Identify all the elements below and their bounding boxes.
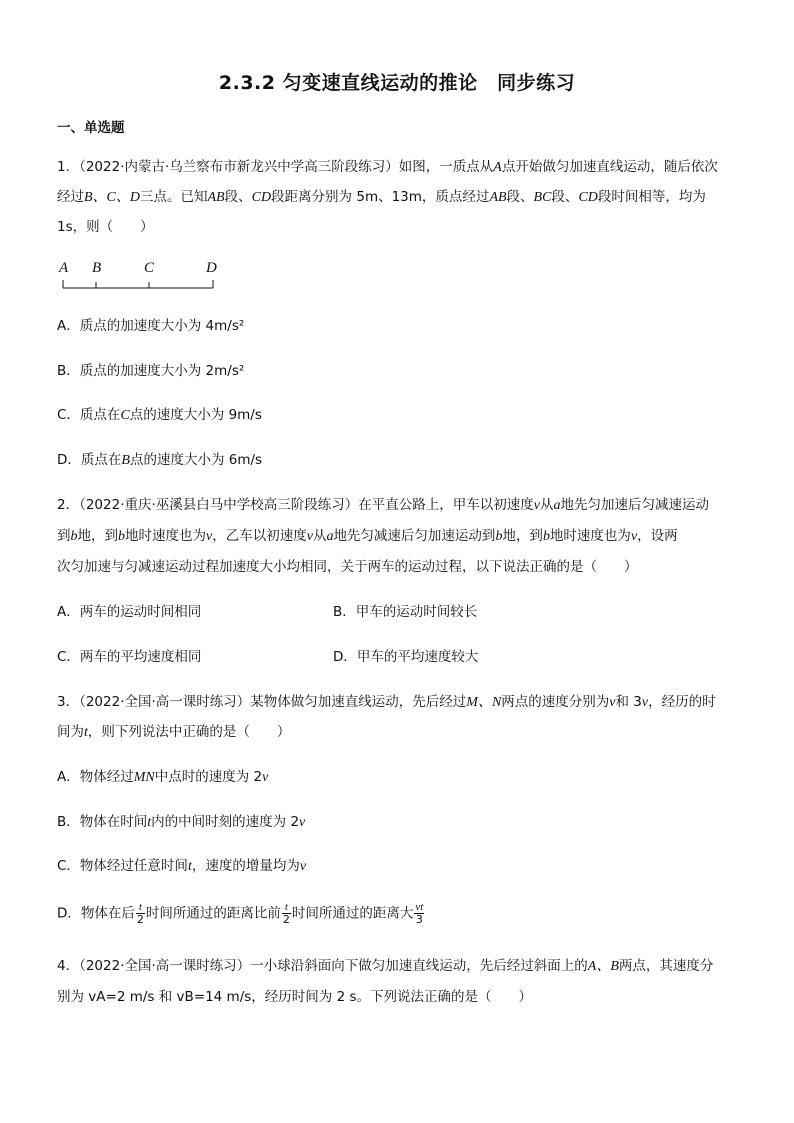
q2-line3: 次匀加速与匀减速运动过程加速度大小均相同，关于两车的运动过程，以下说法正确的是（ ） — [57, 559, 638, 575]
q3-option-d: D．物体在后 $\frac{t}{2}$ 时间所通过的距离比前 $\frac{t}{2}$ 时间所通过的距离大 $\frac{vt}{3}$ — [57, 901, 424, 926]
q3-option-c: C．物体经过任意时间t，速度的增量均为v — [57, 858, 307, 874]
q4-line1: 4．（2022·全国·高一课时练习）一小球沿斜面向下做匀加速直线运动，先后经过斜面上的A、B两点，其速度分 — [57, 958, 714, 974]
q2-option-d: D．甲车的平均速度较大 — [333, 649, 479, 665]
q3-line2: 间为t，则下列说法中正确的是（ ） — [57, 724, 291, 740]
q2-line1: 2．（2022·重庆·巫溪县白马中学校高三阶段练习）在平直公路上，甲车以初速度v从a地先匀加速后匀减速运动 — [57, 497, 709, 513]
q3-option-b: B．物体在时间t内的中间时刻的速度为 2v — [57, 814, 306, 830]
q1-line1: 1．（2022·内蒙古·乌兰察布市新龙兴中学高三阶段练习）如图，一质点从A点开始做匀加速直线运动，随后依次 — [57, 159, 718, 175]
q2-option-c: C．两车的平均速度相同 — [57, 649, 202, 665]
q3-option-a: A．物体经过MN中点时的速度为 2v — [57, 769, 269, 785]
q1-option-c: C．质点在C点的速度大小为 9m/s — [57, 407, 262, 423]
q1-line3: 1s，则（ ） — [57, 219, 154, 235]
segment-figure — [58, 278, 218, 292]
q2-line2: 到b地，到b地时速度也为v，乙车以初速度v从a地先匀减速后匀加速运动到b地，到b地时速度也为v，设两 — [57, 528, 678, 544]
page-title: 2.3.2 匀变速直线运动的推论 同步练习 — [218, 72, 576, 94]
q2-option-b: B．甲车的运动时间较长 — [333, 604, 478, 620]
section-heading: 一、单选题 — [57, 120, 125, 136]
figure-label-c: C — [144, 260, 155, 276]
figure-label-b: B — [92, 260, 102, 276]
q3-line1: 3．（2022·全国·高一课时练习）某物体做匀加速直线运动，先后经过M、N两点的速度分别为v和 3v，经历的时 — [57, 694, 716, 710]
q1-option-d: D．质点在B点的速度大小为 6m/s — [57, 452, 263, 468]
q2-option-a: A．两车的运动时间相同 — [57, 604, 202, 620]
q1-option-b: B．质点的加速度大小为 2m/s² — [57, 363, 245, 379]
figure-label-a: A — [59, 260, 69, 276]
q1-option-a: A．质点的加速度大小为 4m/s² — [57, 318, 245, 334]
fraction-vt-over-3: $\frac{vt}{3}$ — [415, 901, 424, 926]
fraction-t-over-2: $\frac{t}{2}$ — [282, 901, 290, 926]
q1-line2: 经过B、C、D三点。已知AB段、CD段距离分别为 5m、13m，质点经过AB段、BC段、CD段时间相等，均为 — [57, 189, 706, 205]
fraction-t-over-2: $\frac{t}{2}$ — [136, 901, 144, 926]
figure-label-d: D — [206, 260, 217, 276]
q4-line2: 别为 vA=2 m/s 和 vB=14 m/s，经历时间为 2 s。下列说法正确的是（ ） — [57, 989, 532, 1005]
